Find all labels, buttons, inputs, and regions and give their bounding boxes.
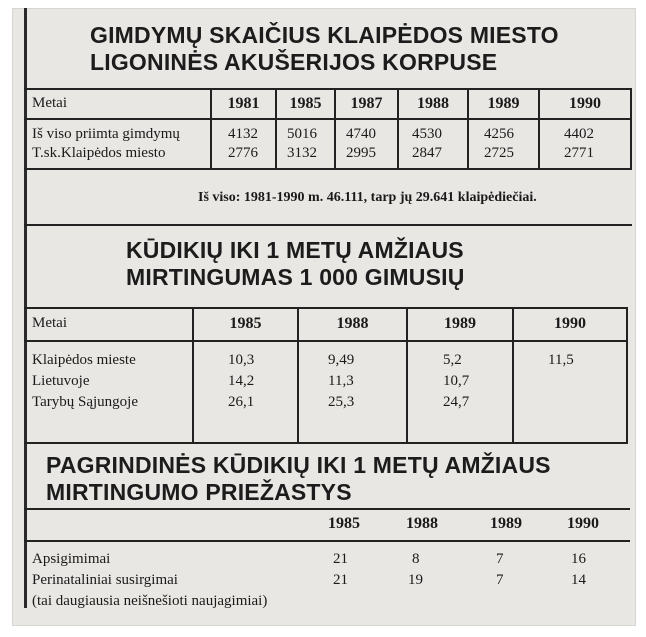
- table-cell: 5016: [287, 126, 317, 142]
- year-header: 1981: [227, 95, 260, 112]
- table-cell: 7: [496, 572, 504, 588]
- row-label: Lietuvoje: [32, 373, 90, 389]
- table-cell: 14,2: [228, 373, 255, 389]
- year-header: 1988: [336, 315, 369, 332]
- table-cell: 21: [333, 572, 348, 588]
- row-label: T.sk.Klaipėdos miesto: [32, 145, 166, 161]
- year-header: 1985: [289, 95, 322, 112]
- table-cell: 2995: [346, 145, 376, 161]
- row-label: Perinataliniai susirgimai: [32, 572, 178, 588]
- section1-title-line2: LIGONINĖS AKUŠERIJOS KORPUSE: [90, 49, 498, 75]
- year-header: 1988: [417, 95, 449, 112]
- section3-title-line1: PAGRINDINĖS KŪDIKIŲ IKI 1 METŲ AMŽIAUS: [46, 452, 551, 478]
- table-cell: 2776: [228, 145, 258, 161]
- year-header: 1990: [569, 95, 601, 112]
- year-header: 1987: [350, 95, 383, 112]
- section1-title: [90, 22, 559, 76]
- section1-title-line1: GIMDYMŲ SKAIČIUS KLAIPĖDOS MIESTO: [90, 22, 559, 48]
- section2-title-line1: KŪDIKIŲ IKI 1 METŲ AMŽIAUS: [126, 237, 464, 263]
- section3-title-line2: MIRTINGUMO PRIEŽASTYS: [46, 479, 352, 505]
- header-label: Metai: [32, 315, 67, 331]
- births-note: Iš viso: 1981-1990 m. 46.111, tarp jų 29.641 klaipėdiečiai.: [198, 190, 537, 205]
- year-header: 1989: [487, 95, 520, 112]
- year-header: 1985: [328, 515, 360, 532]
- table-cell: 2725: [484, 145, 514, 161]
- table-rule: [24, 340, 628, 342]
- year-header: 1990: [567, 515, 599, 532]
- year-header: 1988: [406, 515, 438, 532]
- row-label: Iš viso priimta gimdymų: [32, 126, 180, 142]
- table-cell: 4402: [564, 126, 594, 142]
- year-header: 1989: [490, 515, 522, 532]
- table-cell: 14: [571, 572, 586, 588]
- section2-title-line2: MIRTINGUMAS 1 000 GIMUSIŲ: [126, 264, 465, 290]
- table-cell: 4530: [412, 126, 442, 142]
- year-header: 1990: [554, 315, 586, 332]
- table-cell: 10,7: [443, 373, 470, 389]
- table-cell: 5,2: [443, 352, 462, 368]
- year-header: 1985: [229, 315, 262, 332]
- table-cell: 21: [333, 551, 348, 567]
- table-cell: 24,7: [443, 394, 470, 410]
- table-cell: 9,49: [328, 352, 355, 368]
- table-rule: [626, 307, 628, 442]
- header-label: Metai: [32, 95, 67, 111]
- table-cell: 26,1: [228, 394, 255, 410]
- table-rule: [24, 508, 630, 510]
- table-cell: 2847: [412, 145, 442, 161]
- row-label: Klaipėdos mieste: [32, 352, 136, 368]
- section3-title: [46, 452, 551, 506]
- row-label: Tarybų Sąjungoje: [32, 394, 139, 410]
- section2-title: [126, 237, 465, 291]
- table-cell: 11,5: [548, 352, 574, 368]
- table-cell: 3132: [287, 145, 317, 161]
- table-rule: [24, 88, 632, 90]
- table-cell: 19: [408, 572, 423, 588]
- table-cell: 8: [412, 551, 420, 567]
- table-cell: 4132: [228, 126, 258, 142]
- table-cell: 16: [571, 551, 586, 567]
- table-cell: 11,3: [328, 373, 354, 389]
- table-rule: [630, 88, 632, 168]
- footnote: (tai daugiausia neišnešioti naujagimiai): [32, 593, 268, 609]
- year-header: 1989: [444, 315, 476, 332]
- section-divider: [24, 224, 632, 226]
- table-rule: [24, 118, 632, 120]
- table-cell: 10,3: [228, 352, 255, 368]
- table-cell: 2771: [564, 145, 594, 161]
- table-rule: [24, 307, 628, 309]
- table-cell: 7: [496, 551, 504, 567]
- table-cell: 4740: [346, 126, 376, 142]
- table-rule: [24, 540, 630, 542]
- table-cell: 25,3: [328, 394, 355, 410]
- table-rule: [24, 168, 632, 170]
- row-label: Apsigimimai: [32, 551, 111, 567]
- table-cell: 4256: [484, 126, 514, 142]
- section-divider: [24, 442, 628, 444]
